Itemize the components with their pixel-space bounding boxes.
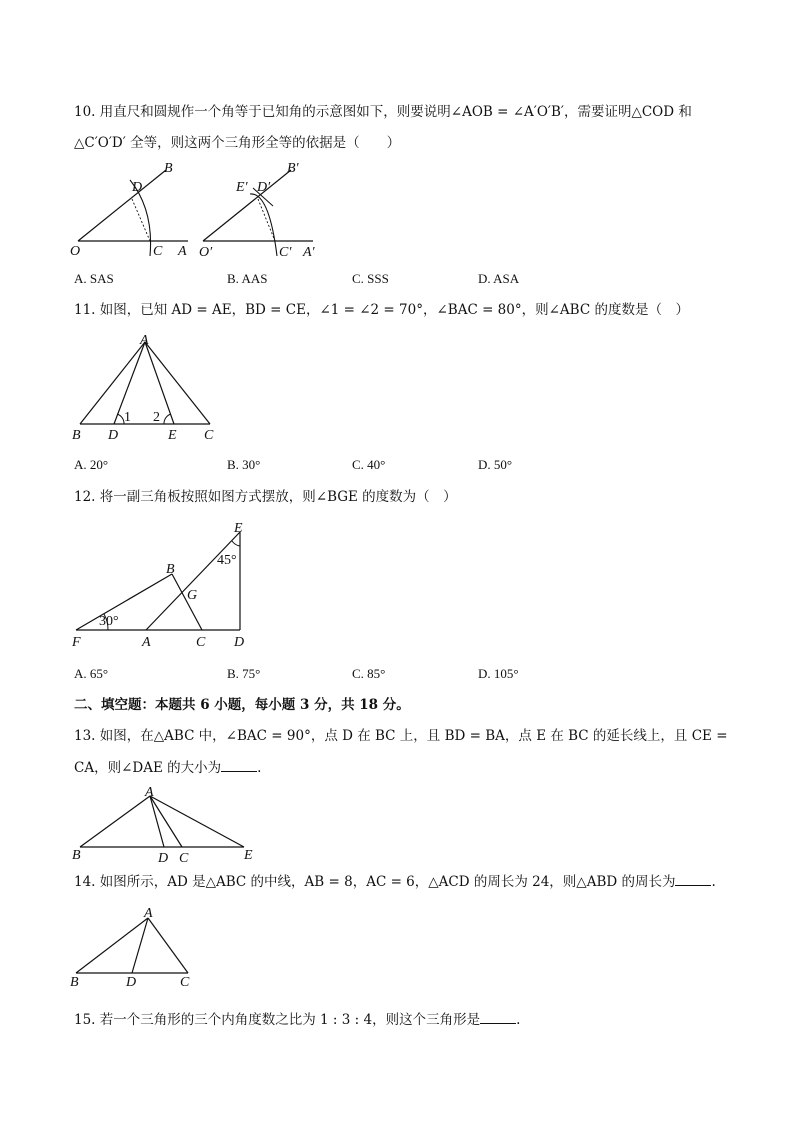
q12-label-g: G: [187, 588, 198, 603]
q11-option-c[interactable]: C. 40°: [352, 457, 386, 472]
q12-text-line1: 12. 将一副三角板按照如图方式摆放，则∠BGE 的度数为（ ）: [74, 489, 457, 505]
q13-text-line2-body: CA，则∠DAE 的大小为: [74, 760, 222, 776]
q15-text-line1: [74, 1009, 520, 1030]
q11-angle-1-label: 1: [124, 410, 131, 425]
q11-figure: [68, 330, 228, 445]
q14-label-c: C: [180, 975, 190, 990]
q11-option-a[interactable]: A. 20°: [74, 457, 109, 472]
q12-option-a[interactable]: A. 65°: [74, 666, 109, 681]
fig1-label-o: O: [70, 244, 81, 259]
q11-label-c: C: [204, 428, 214, 443]
fig1-label-c: C: [153, 244, 163, 259]
q13-label-b: B: [72, 848, 81, 863]
fig1-label-d: D: [132, 180, 143, 195]
q10-option-d[interactable]: D. ASA: [478, 271, 520, 286]
q10-option-b[interactable]: B. AAS: [227, 271, 268, 286]
q14-text-line1: [74, 871, 716, 892]
q12-option-b[interactable]: B. 75°: [227, 666, 261, 681]
q11-label-a: A: [140, 333, 149, 348]
q12-label-b: B: [166, 562, 175, 577]
q11-label-d: D: [108, 428, 119, 443]
q12-angle-30-label: 30°: [99, 614, 119, 629]
fig2-label-d: D′: [257, 180, 271, 195]
q11-text-line1: 11. 如图，已知 AD = AE，BD = CE，∠1 = ∠2 = 70°，∠BAC = 80°，则∠ABC 的度数是（ ）: [74, 302, 689, 318]
q12-angle-45-label: 45°: [217, 553, 237, 568]
fig2-label-o: O′: [199, 245, 213, 260]
q13-text-line2: [74, 757, 261, 778]
q13-tail: .: [257, 760, 262, 776]
q14-text-body: 14. 如图所示，AD 是△ABC 的中线，AB = 8，AC = 6，△ACD 的周长为 24，则△ABD 的周长为: [74, 874, 676, 890]
q12-label-a: A: [142, 635, 151, 650]
q10-option-c[interactable]: C. SSS: [352, 271, 389, 286]
q13-label-a: A: [145, 785, 154, 800]
fig2-label-e: E′: [236, 180, 248, 195]
q15-answer-blank[interactable]: [480, 1009, 516, 1024]
q14-label-d: D: [126, 975, 137, 990]
q15-text-body: 15. 若一个三角形的三个内角度数之比为 1 : 3 : 4，则这个三角形是: [74, 1012, 481, 1028]
q10-figure-2: [195, 158, 325, 260]
q12-option-c[interactable]: C. 85°: [352, 666, 386, 681]
q10-figure-1: [70, 158, 200, 260]
q13-label-c: C: [179, 851, 189, 865]
q12-label-d: D: [234, 635, 245, 650]
q12-label-c: C: [196, 635, 206, 650]
q12-figure: [70, 516, 260, 652]
q11-label-e: E: [168, 428, 177, 443]
q14-label-b: B: [70, 975, 79, 990]
q13-text-line1: 13. 如图，在△ABC 中，∠BAC = 90°，点 D 在 BC 上，且 BD = BA，点 E 在 BC 的延长线上，且 CE =: [74, 728, 728, 744]
q11-option-d[interactable]: D. 50°: [478, 457, 513, 472]
q10-option-a[interactable]: A. SAS: [74, 271, 114, 286]
q11-option-b[interactable]: B. 30°: [227, 457, 261, 472]
q12-option-d[interactable]: D. 105°: [478, 666, 519, 681]
fig1-label-a: A: [178, 244, 187, 259]
fig2-label-a: A′: [303, 245, 315, 260]
fig2-label-c: C′: [279, 245, 292, 260]
section-2-heading: 二、填空题：本题共 6 小题，每小题 3 分，共 18 分。: [74, 697, 410, 713]
q11-angle-2-label: 2: [153, 410, 160, 425]
fig2-label-b: B′: [287, 161, 299, 176]
fig1-label-b: B: [164, 161, 173, 176]
q14-figure: [68, 903, 198, 991]
q13-label-e: E: [244, 848, 253, 863]
q11-label-b: B: [72, 428, 81, 443]
q10-text-line1: 10. 用直尺和圆规作一个角等于已知角的示意图如下，则要说明∠AOB = ∠A′O′B′，需要证明△COD 和: [74, 104, 692, 120]
q14-answer-blank[interactable]: [675, 871, 711, 886]
q13-figure: [66, 781, 266, 865]
q10-text-line2: △C′O′D′ 全等，则这两个三角形全等的依据是（ ）: [74, 135, 401, 151]
q14-label-a: A: [144, 906, 153, 921]
q13-label-d: D: [158, 851, 169, 865]
q12-label-f: F: [72, 635, 81, 650]
q14-tail: .: [711, 874, 716, 890]
q13-answer-blank[interactable]: [221, 757, 257, 772]
q12-label-e: E: [234, 521, 243, 536]
q15-tail: .: [516, 1012, 521, 1028]
